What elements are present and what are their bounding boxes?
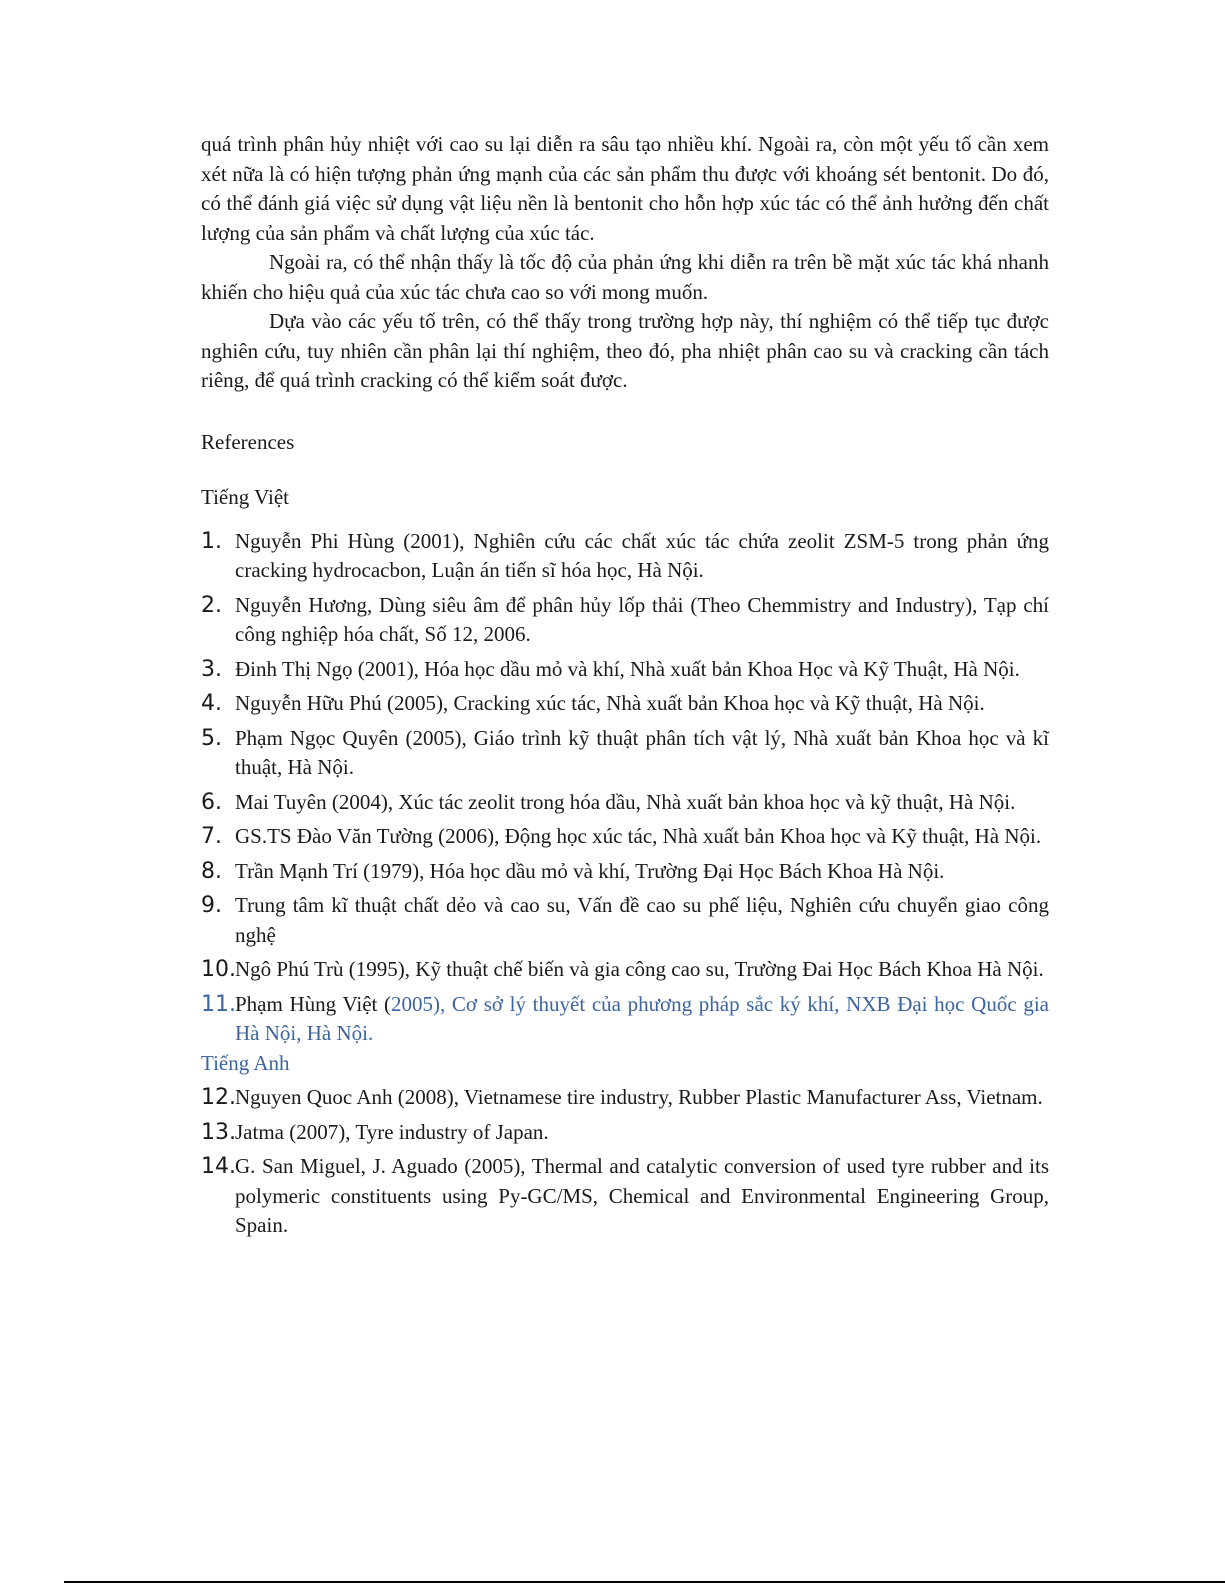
- reference-number: 2.: [201, 592, 222, 618]
- reference-item: [201, 655, 1049, 685]
- reference-item: [201, 788, 1049, 818]
- reference-item: [201, 822, 1049, 852]
- english-reference-list: [201, 1083, 1049, 1241]
- reference-number: 6.: [201, 789, 222, 815]
- reference-number: 14.: [201, 1154, 236, 1179]
- reference-text: Trần Mạnh Trí (1979), Hóa học dầu mỏ và khí, Trường Đại Học Bách Khoa Hà Nội.: [235, 858, 945, 883]
- reference-text: Đinh Thị Ngọ (2001), Hóa học dầu mỏ và khí, Nhà xuất bản Khoa Học và Kỹ Thuật, Hà Nội.: [235, 656, 1020, 681]
- reference-item: [201, 591, 1049, 650]
- vietnamese-references-heading: Tiếng Việt: [201, 485, 290, 509]
- reference-text: Nguyen Quoc Anh (2008), Vietnamese tire industry, Rubber Plastic Manufacturer Ass, Vietnam.: [235, 1085, 1043, 1109]
- reference-item: [201, 724, 1049, 783]
- reference-number: 1.: [201, 528, 222, 554]
- reference-text: Nguyễn Phi Hùng (2001), Nghiên cứu các chất xúc tác chứa zeolit ZSM-5 trong phản ứng cracking hydrocacbon, Luận án tiến sĩ hóa học, Hà Nội.: [235, 528, 1049, 582]
- reference-text: G. San Miguel, J. Aguado (2005), Thermal and catalytic conversion of used tyre rubber and its polymeric constituents using Py-GC/MS, Chemical and Environmental Engineering Group, Spain.: [235, 1154, 1049, 1237]
- reference-text: Nguyễn Hữu Phú (2005), Cracking xúc tác, Nhà xuất bản Khoa học và Kỹ thuật, Hà Nội.: [235, 691, 985, 715]
- reference-item: [201, 955, 1049, 985]
- english-references-heading: Tiếng Anh: [201, 1050, 290, 1075]
- reference-text: Mai Tuyên (2004), Xúc tác zeolit trong hóa dầu, Nhà xuất bản khoa học và kỹ thuật, Hà Nội.: [235, 789, 1016, 814]
- reference-text: Nguyễn Hương, Dùng siêu âm để phân hủy lốp thải (Theo Chemmistry and Industry), Tạp chí công nghiệp hóa chất, Số 12, 2006.: [235, 592, 1049, 646]
- document-page: [201, 130, 1049, 1241]
- reference-item: [201, 1152, 1049, 1241]
- reference-item: [201, 1118, 1049, 1148]
- reference-item: [201, 689, 1049, 719]
- reference-number: 13.: [201, 1119, 236, 1145]
- reference-text: Jatma (2007), Tyre industry of Japan.: [235, 1119, 549, 1144]
- reference-number: 7.: [201, 824, 222, 849]
- reference-item: [201, 527, 1049, 586]
- body-paragraph: Ngoài ra, có thể nhận thấy là tốc độ của phản ứng khi diễn ra trên bề mặt xúc tác khá nhanh khiến cho hiệu quả của xúc tác chưa cao so với mong muốn.: [201, 250, 1049, 304]
- body-paragraph: quá trình phân hủy nhiệt với cao su lại diễn ra sâu tạo nhiều khí. Ngoài ra, còn một yếu tố cần xem xét nữa là có hiện tượng phản ứng mạnh của các sản phẩm thu được với khoáng sét bentonit. Do đó, có thể đánh giá việc sử dụng vật liệu nền là bentonit cho hỗn hợp xúc tác có thể ảnh hưởng đến chất lượng của sản phẩm và chất lượng của xúc tác.: [201, 132, 1049, 245]
- page-bottom-rule: [64, 1581, 1225, 1583]
- reference-number: 12.: [201, 1085, 236, 1110]
- reference-item: [201, 891, 1049, 950]
- reference-number: 11.: [201, 991, 236, 1017]
- reference-text: Phạm Ngọc Quyên (2005), Giáo trình kỹ thuật phân tích vật lý, Nhà xuất bản Khoa học và kĩ thuật, Hà Nội.: [235, 725, 1049, 779]
- references-heading: References: [201, 429, 295, 454]
- reference-number: 5.: [201, 725, 222, 751]
- reference-number: 10.: [201, 957, 236, 982]
- reference-number: 8.: [201, 858, 222, 884]
- reference-item: [201, 990, 1049, 1049]
- reference-text: GS.TS Đào Văn Tường (2006), Động học xúc tác, Nhà xuất bản Khoa học và Kỹ thuật, Hà Nội.: [235, 824, 1042, 848]
- reference-item: [201, 857, 1049, 887]
- reference-item: [201, 1083, 1049, 1113]
- reference-number: 9.: [201, 893, 222, 918]
- reference-author: Phạm Hùng Việt (: [235, 991, 392, 1016]
- reference-number: 4.: [201, 691, 222, 716]
- reference-text: Ngô Phú Trù (1995), Kỹ thuật chế biến và gia công cao su, Trường Đai Học Bách Khoa Hà Nội.: [235, 957, 1044, 981]
- reference-number: 3.: [201, 656, 222, 682]
- reference-text: Trung tâm kĩ thuật chất dẻo và cao su, Vấn đề cao su phế liệu, Nghiên cứu chuyển giao công nghệ: [235, 893, 1049, 947]
- vietnamese-reference-list: [201, 527, 1049, 1049]
- reference-text: 2005), Cơ sở lý thuyết của phương pháp sắc ký khí, NXB Đại học Quốc gia Hà Nội, Hà Nội.: [235, 991, 1049, 1045]
- body-paragraph: Dựa vào các yếu tố trên, có thể thấy trong trường hợp này, thí nghiệm có thể tiếp tục được nghiên cứu, tuy nhiên cần phân lại thí nghiệm, theo đó, pha nhiệt phân cao su và cracking cần tách riêng, để quá trình cracking có thể kiểm soát được.: [201, 309, 1049, 392]
